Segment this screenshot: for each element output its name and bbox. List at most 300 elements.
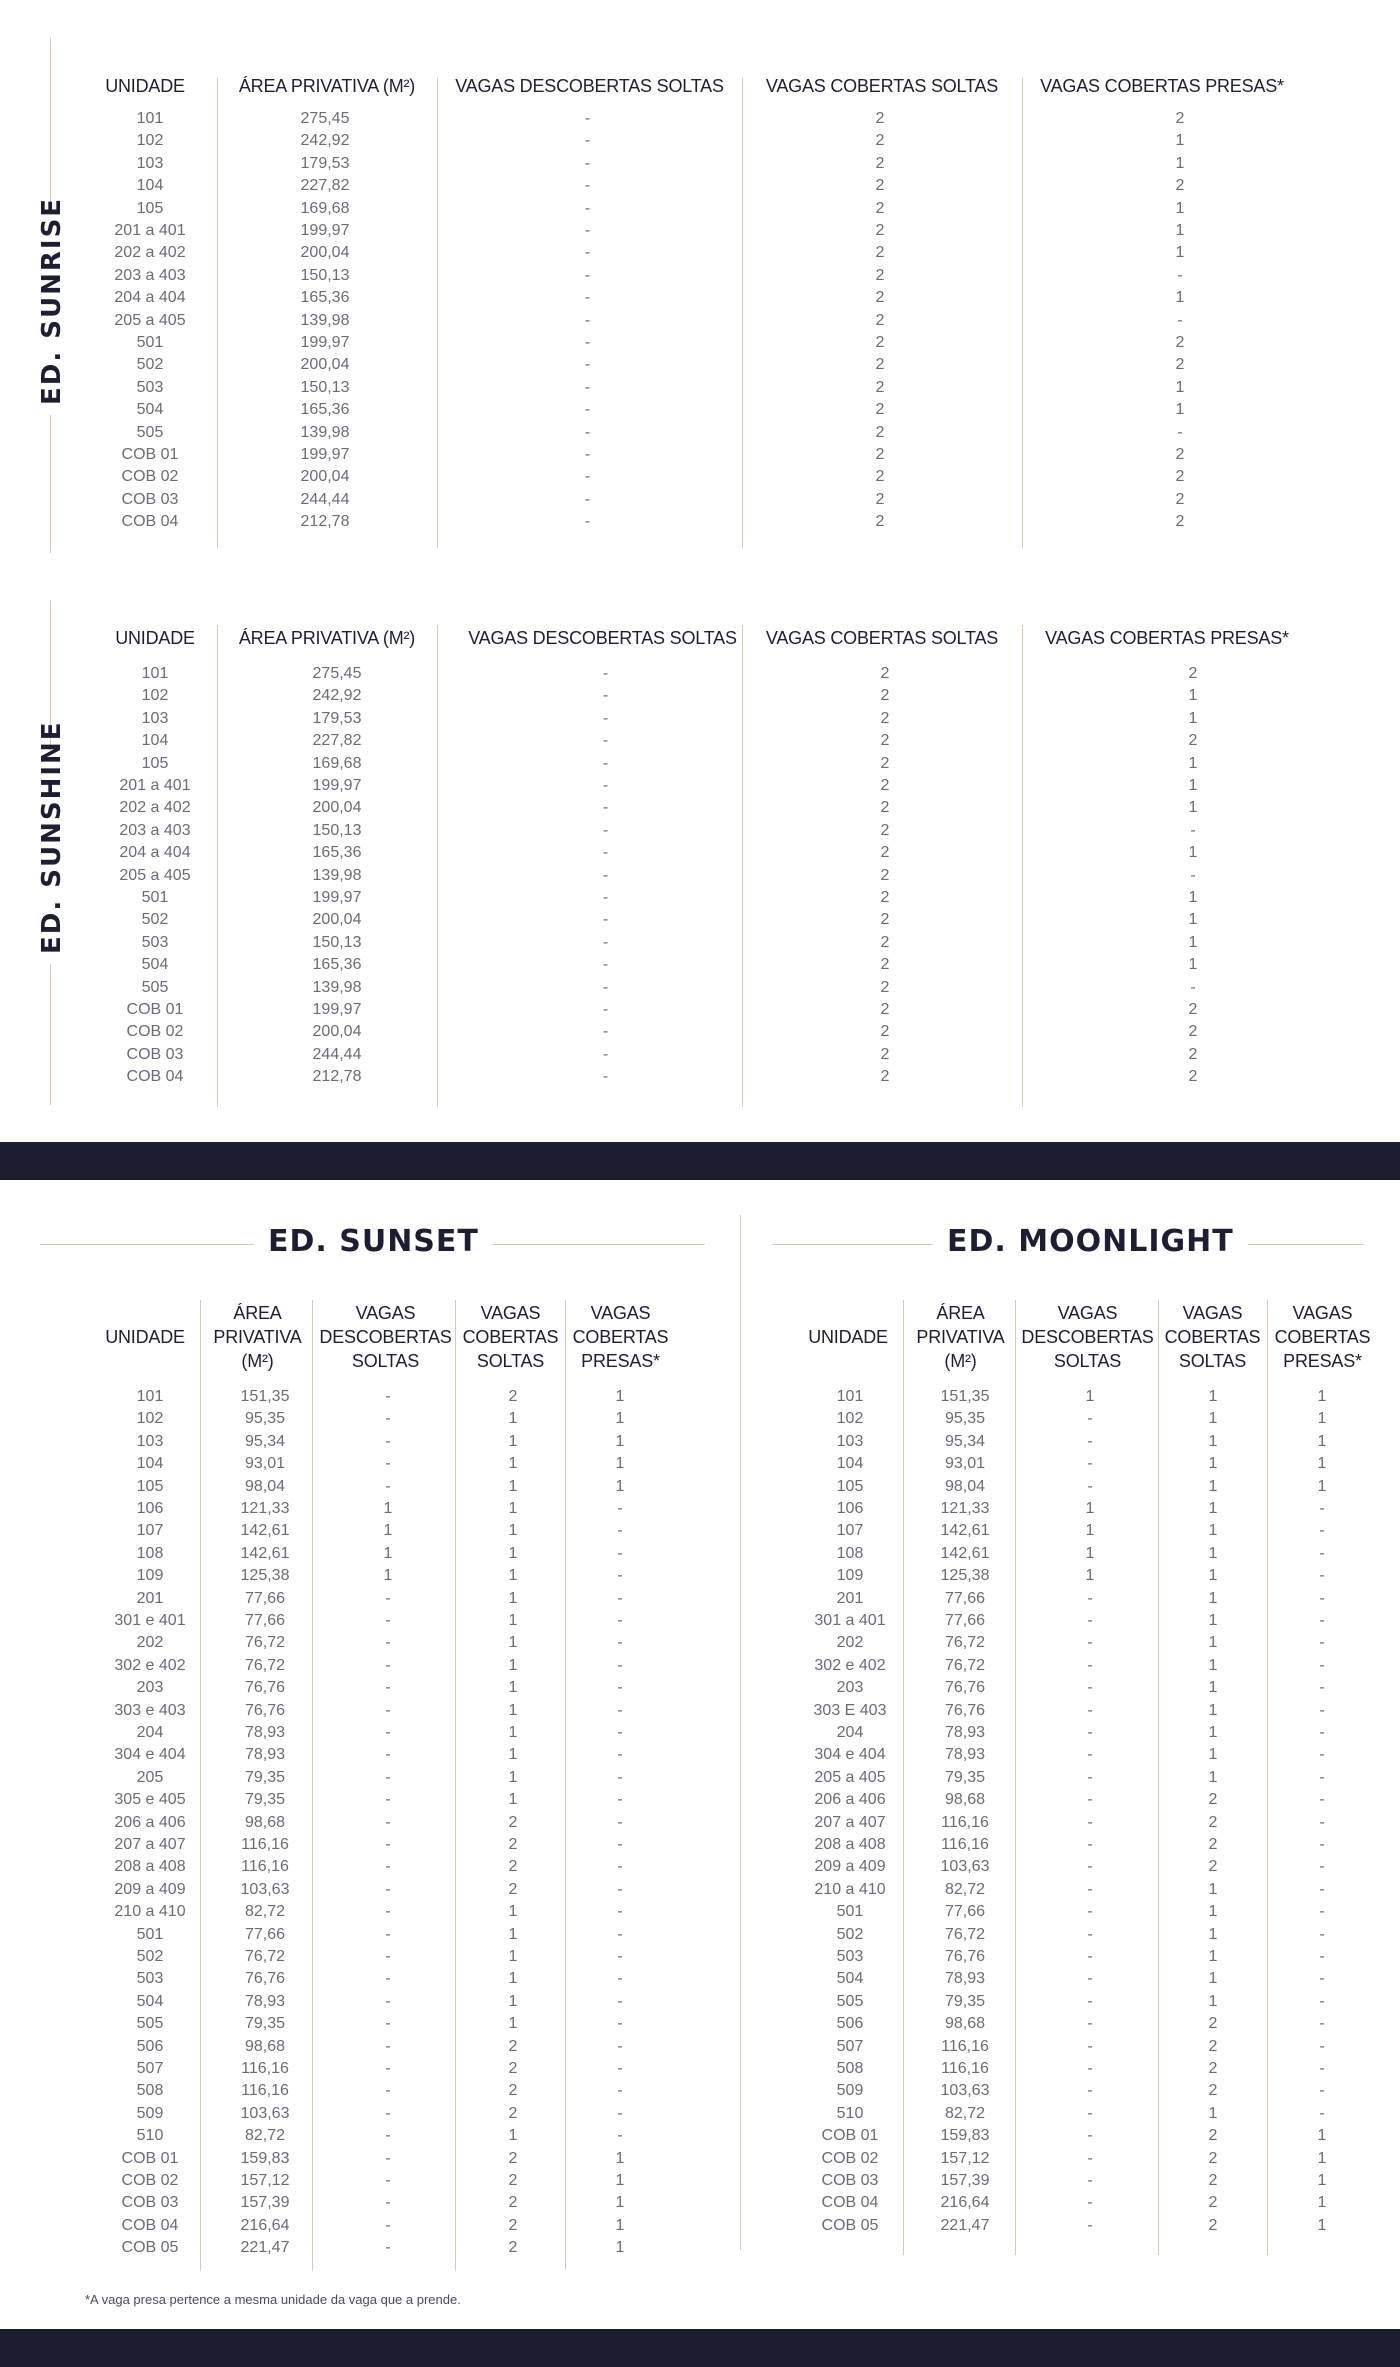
cell-area: 82,72 — [944, 2104, 986, 2122]
cell-cobertas-presas: - — [617, 1813, 623, 1831]
cell-cobertas-presas: 1 — [1175, 401, 1185, 419]
cell-area: 79,35 — [244, 1768, 286, 1786]
cell-cobertas-presas: - — [1319, 1791, 1325, 1809]
cell-area: 125,38 — [940, 1567, 990, 1585]
cell-area: 79,35 — [944, 1768, 986, 1786]
cell-area: 200,04 — [312, 1023, 362, 1041]
cell-cobertas-soltas: 1 — [508, 1768, 518, 1786]
cell-cobertas-soltas: 1 — [1208, 1992, 1218, 2010]
cell-descobertas: - — [1087, 1432, 1093, 1450]
cell-area: 199,97 — [300, 446, 350, 463]
cell-cobertas-presas: - — [617, 1567, 623, 1585]
header-vagas-cobertas-soltas: VAGAS COBERTAS SOLTAS — [1164, 1303, 1261, 1371]
cell-unidade: 502 — [136, 1948, 164, 1965]
cell-descobertas: - — [602, 1023, 609, 1041]
cell-cobertas-soltas: 1 — [508, 1500, 518, 1517]
cell-cobertas-presas: - — [617, 1791, 623, 1809]
cell-cobertas-soltas: 2 — [508, 1880, 518, 1898]
cell-cobertas-presas: 2 — [1188, 1068, 1198, 1086]
cell-descobertas: - — [385, 1880, 391, 1898]
cell-cobertas-presas: - — [1319, 2060, 1325, 2077]
cell-area: 77,66 — [244, 1612, 286, 1629]
cell-unidade: 107 — [836, 1522, 864, 1540]
cell-cobertas-presas: 1 — [1317, 1388, 1327, 1405]
navy-footer-band — [0, 2329, 1400, 2367]
cell-cobertas-soltas: 2 — [880, 866, 890, 884]
cell-cobertas-presas: - — [1319, 1612, 1325, 1629]
cell-descobertas: 1 — [383, 1544, 393, 1562]
cell-cobertas-presas: 1 — [1188, 777, 1198, 794]
cell-area: 242,92 — [300, 132, 350, 150]
cell-cobertas-presas: - — [617, 1589, 623, 1607]
header-area: ÁREA PRIVATIVA (M²) — [213, 1303, 302, 1371]
cell-unidade: 102 — [136, 132, 164, 150]
cell-descobertas: - — [385, 1410, 391, 1428]
cell-unidade: 508 — [836, 2060, 864, 2077]
cell-cobertas-soltas: 1 — [1208, 1567, 1218, 1585]
cell-cobertas-soltas: 2 — [508, 1836, 518, 1853]
cell-cobertas-presas: - — [617, 1724, 623, 1741]
cell-area: 95,35 — [944, 1410, 986, 1428]
cell-unidade: 503 — [141, 933, 169, 951]
cell-area: 76,76 — [244, 1701, 286, 1719]
cell-area: 139,98 — [300, 311, 350, 329]
cell-unidade: 504 — [141, 956, 169, 974]
cell-unidade: COB 05 — [821, 2216, 879, 2234]
cell-cobertas-soltas: 1 — [508, 1544, 518, 1562]
cell-area: 76,76 — [944, 1679, 986, 1697]
cell-unidade: 305 e 405 — [114, 1791, 186, 1809]
cell-cobertas-soltas: 2 — [880, 777, 890, 794]
cell-cobertas-presas: - — [617, 1880, 623, 1898]
cell-cobertas-presas: - — [1319, 1567, 1325, 1585]
cell-cobertas-soltas: 1 — [1208, 1679, 1218, 1697]
cell-area: 79,35 — [244, 2015, 286, 2033]
cell-cobertas-soltas: 1 — [1208, 1589, 1218, 1607]
cell-descobertas: - — [385, 1589, 391, 1607]
cell-unidade: 102 — [836, 1410, 864, 1428]
cell-cobertas-presas: 1 — [1188, 754, 1198, 772]
cell-cobertas-soltas: 2 — [880, 709, 890, 727]
cell-unidade: 510 — [836, 2104, 864, 2122]
cell-unidade: 201 a 401 — [114, 222, 186, 239]
cell-cobertas-soltas: 1 — [508, 1746, 518, 1764]
cell-area: 179,53 — [312, 709, 362, 727]
cell-unidade: 106 — [836, 1500, 864, 1517]
cell-cobertas-presas: 1 — [615, 2194, 625, 2212]
cell-area: 103,63 — [940, 2082, 990, 2100]
cell-area: 98,68 — [944, 1791, 986, 1809]
cell-cobertas-soltas: 2 — [1208, 2149, 1218, 2167]
cell-area: 95,35 — [244, 1410, 286, 1428]
cell-cobertas-presas: - — [1319, 1656, 1325, 1674]
cell-cobertas-presas: - — [1177, 311, 1183, 329]
cell-cobertas-soltas: 1 — [1208, 1612, 1218, 1629]
cell-cobertas-presas: 1 — [1175, 199, 1185, 217]
cell-area: 150,13 — [300, 266, 350, 284]
cell-cobertas-presas: 1 — [1317, 2127, 1327, 2145]
cell-area: 244,44 — [300, 490, 350, 508]
moonlight-title: ED. MOONLIGHT — [933, 1224, 1248, 1259]
cell-cobertas-presas: 1 — [1317, 2149, 1327, 2167]
col-divider — [437, 625, 438, 1107]
cell-unidade: 107 — [136, 1522, 164, 1540]
cell-cobertas-presas: - — [1319, 1679, 1325, 1697]
cell-cobertas-soltas: 1 — [508, 1656, 518, 1674]
cell-descobertas: - — [602, 821, 609, 839]
cell-unidade: COB 04 — [121, 513, 179, 531]
cell-area: 121,33 — [240, 1500, 290, 1517]
cell-unidade: COB 05 — [121, 2239, 179, 2257]
cell-cobertas-presas: - — [1319, 1970, 1325, 1988]
cell-descobertas: - — [385, 2082, 391, 2100]
cell-cobertas-soltas: 2 — [880, 1045, 890, 1063]
cell-cobertas-soltas: 2 — [1208, 2216, 1218, 2234]
cell-descobertas: - — [584, 356, 591, 374]
cell-cobertas-presas: - — [1319, 1925, 1325, 1943]
cell-descobertas: - — [1087, 1634, 1093, 1652]
cell-cobertas-presas: 1 — [615, 2239, 625, 2257]
cell-descobertas: - — [584, 468, 591, 486]
center-divider — [740, 1215, 741, 2250]
cell-area: 77,66 — [944, 1903, 986, 1921]
cell-cobertas-soltas: 2 — [508, 2172, 518, 2189]
cell-unidade: 101 — [836, 1388, 864, 1405]
cell-cobertas-presas: 1 — [615, 1410, 625, 1428]
cell-descobertas: - — [584, 311, 591, 329]
cell-cobertas-presas: - — [1319, 1746, 1325, 1764]
col-divider — [1022, 78, 1023, 548]
cell-area: 165,36 — [300, 289, 350, 307]
cell-unidade: 101 — [136, 1388, 164, 1405]
cell-descobertas: - — [1087, 1656, 1093, 1674]
cell-cobertas-soltas: 2 — [508, 1858, 518, 1876]
cell-descobertas: 1 — [1085, 1522, 1095, 1540]
cell-area: 142,61 — [240, 1522, 290, 1540]
cell-cobertas-presas: 2 — [1175, 177, 1185, 195]
cell-cobertas-presas: 1 — [1175, 289, 1185, 307]
cell-unidade: COB 02 — [126, 1023, 184, 1041]
cell-descobertas: - — [385, 2194, 391, 2212]
cell-cobertas-soltas: 2 — [880, 844, 890, 862]
cell-area: 169,68 — [300, 199, 350, 217]
cell-cobertas-presas: 1 — [1317, 2216, 1327, 2234]
header-vagas-cobertas-soltas: VAGAS COBERTAS SOLTAS — [765, 628, 999, 648]
cell-cobertas-presas: - — [617, 1701, 623, 1719]
cell-unidade: 505 — [136, 423, 164, 441]
cell-descobertas: - — [385, 1455, 391, 1473]
cell-cobertas-soltas: 2 — [1208, 2037, 1218, 2055]
cell-descobertas: - — [1087, 1455, 1093, 1473]
cell-cobertas-soltas: 2 — [880, 687, 890, 705]
cell-area: 227,82 — [312, 732, 362, 750]
cell-cobertas-presas: 1 — [1175, 378, 1185, 396]
cell-unidade: 105 — [836, 1477, 864, 1495]
cell-cobertas-soltas: 2 — [875, 177, 885, 195]
cell-cobertas-presas: 1 — [1188, 799, 1198, 817]
cell-cobertas-presas: 1 — [1188, 889, 1198, 906]
cell-descobertas: - — [602, 732, 609, 750]
cell-cobertas-soltas: 2 — [875, 311, 885, 329]
cell-unidade: 508 — [136, 2082, 164, 2100]
cell-cobertas-presas: - — [1177, 266, 1183, 284]
cell-unidade: 208 a 408 — [814, 1836, 886, 1853]
cell-cobertas-soltas: 1 — [508, 1522, 518, 1540]
cell-cobertas-soltas: 2 — [875, 132, 885, 150]
cell-cobertas-presas: 1 — [1188, 687, 1198, 705]
col-divider — [742, 625, 743, 1107]
col-divider — [1022, 625, 1023, 1107]
header-vagas-cobertas-soltas: VAGAS COBERTAS SOLTAS — [462, 1303, 559, 1371]
cell-cobertas-soltas: 2 — [1208, 1813, 1218, 1831]
cell-area: 139,98 — [300, 423, 350, 441]
cell-cobertas-soltas: 1 — [508, 1679, 518, 1697]
cell-unidade: 505 — [141, 978, 169, 996]
cell-cobertas-soltas: 2 — [508, 2104, 518, 2122]
header-vagas-cobertas-presas: VAGAS COBERTAS PRESAS* — [572, 1303, 669, 1371]
cell-descobertas: - — [385, 2015, 391, 2033]
cell-unidade: 203 a 403 — [114, 266, 186, 284]
cell-descobertas: - — [385, 1432, 391, 1450]
cell-cobertas-presas: - — [1319, 2104, 1325, 2122]
header-vagas-descobertas: VAGAS DESCOBERTAS SOLTAS — [468, 628, 737, 648]
cell-area: 103,63 — [240, 1880, 290, 1898]
cell-unidade: 304 e 404 — [814, 1746, 886, 1764]
cell-descobertas: - — [584, 490, 591, 508]
cell-area: 199,97 — [312, 777, 362, 794]
cell-area: 95,34 — [944, 1432, 986, 1450]
cell-unidade: 104 — [136, 177, 164, 195]
cell-unidade: 103 — [136, 154, 164, 172]
cell-descobertas: - — [584, 266, 591, 284]
cell-cobertas-presas: - — [617, 2104, 623, 2122]
cell-descobertas: - — [385, 2239, 391, 2257]
header-unidade: UNIDADE — [115, 628, 195, 648]
sunshine-title: ED. SUNSHINE — [37, 754, 67, 964]
cell-cobertas-presas: - — [1319, 2015, 1325, 2033]
cell-area: 76,76 — [944, 1701, 986, 1719]
cell-cobertas-soltas: 2 — [1208, 1836, 1218, 1853]
cell-cobertas-soltas: 1 — [508, 2127, 518, 2145]
cell-descobertas: - — [602, 933, 609, 951]
cell-area: 151,35 — [240, 1388, 290, 1405]
cell-cobertas-soltas: 1 — [1208, 1903, 1218, 1921]
cell-area: 121,33 — [940, 1500, 990, 1517]
cell-area: 157,12 — [940, 2149, 990, 2167]
cell-cobertas-soltas: 1 — [1208, 1880, 1218, 1898]
cell-area: 78,93 — [944, 1724, 986, 1741]
cell-cobertas-soltas: 1 — [508, 1432, 518, 1450]
cell-cobertas-soltas: 1 — [508, 1634, 518, 1652]
cell-unidade: 210 a 410 — [114, 1903, 186, 1921]
cell-descobertas: - — [602, 799, 609, 817]
cell-descobertas: - — [602, 665, 609, 682]
cell-area: 116,16 — [941, 1813, 989, 1831]
cell-area: 77,66 — [244, 1925, 286, 1943]
cell-unidade: 504 — [136, 1992, 164, 2010]
cell-unidade: 202 — [836, 1634, 864, 1652]
cell-unidade: 203 — [836, 1679, 864, 1697]
cell-area: 227,82 — [300, 177, 350, 195]
cell-unidade: 104 — [836, 1455, 864, 1473]
cell-cobertas-soltas: 2 — [880, 799, 890, 817]
cell-cobertas-soltas: 2 — [875, 468, 885, 486]
cell-cobertas-soltas: 1 — [508, 1567, 518, 1585]
cell-cobertas-soltas: 1 — [1208, 1522, 1218, 1540]
cell-cobertas-presas: - — [617, 1836, 623, 1853]
cell-area: 142,61 — [240, 1544, 290, 1562]
cell-unidade: 204 a 404 — [114, 289, 186, 307]
cell-unidade: 502 — [136, 356, 164, 374]
cell-descobertas: - — [385, 1656, 391, 1674]
cell-unidade: 506 — [836, 2015, 864, 2033]
cell-cobertas-presas: - — [617, 1768, 623, 1786]
cell-unidade: COB 01 — [121, 2149, 179, 2167]
cell-unidade: 303 e 403 — [114, 1701, 186, 1719]
cell-area: 79,35 — [244, 1791, 286, 1809]
cell-unidade: 503 — [136, 1970, 164, 1988]
cell-area: 116,16 — [241, 2082, 289, 2100]
cell-descobertas: - — [1087, 1768, 1093, 1786]
cell-descobertas: - — [1087, 1724, 1093, 1741]
cell-cobertas-soltas: 1 — [508, 1701, 518, 1719]
cell-area: 82,72 — [244, 2127, 286, 2145]
cell-unidade: 210 a 410 — [814, 1880, 886, 1898]
cell-cobertas-presas: 1 — [1175, 132, 1185, 150]
cell-cobertas-soltas: 2 — [508, 2239, 518, 2257]
cell-descobertas: - — [1087, 1948, 1093, 1965]
cell-descobertas: - — [385, 2149, 391, 2167]
cell-cobertas-soltas: 2 — [880, 1001, 890, 1018]
cell-unidade: 103 — [136, 1432, 164, 1450]
cell-cobertas-soltas: 1 — [1208, 1455, 1218, 1473]
cell-unidade: 207 a 407 — [114, 1836, 186, 1853]
cell-descobertas: 1 — [1085, 1544, 1095, 1562]
cell-descobertas: - — [584, 423, 591, 441]
cell-cobertas-presas: - — [1319, 1858, 1325, 1876]
sunset-title: ED. SUNSET — [254, 1224, 493, 1259]
cell-area: 95,34 — [244, 1432, 286, 1450]
cell-cobertas-presas: - — [1319, 1589, 1325, 1607]
cell-descobertas: - — [1087, 2015, 1093, 2033]
cell-cobertas-soltas: 2 — [880, 732, 890, 750]
cell-cobertas-soltas: 2 — [875, 356, 885, 374]
cell-cobertas-presas: - — [1319, 1724, 1325, 1741]
cell-area: 199,97 — [300, 334, 350, 351]
cell-area: 116,16 — [241, 2060, 289, 2077]
cell-unidade: 201 — [136, 1589, 164, 1607]
cell-descobertas: - — [602, 1045, 609, 1063]
cell-cobertas-soltas: 1 — [1208, 1925, 1218, 1943]
cell-descobertas: - — [1087, 2149, 1093, 2167]
cell-descobertas: - — [1087, 1925, 1093, 1943]
cell-area: 212,78 — [312, 1068, 362, 1086]
cell-cobertas-presas: 1 — [1175, 222, 1185, 239]
cell-unidade: 501 — [836, 1903, 864, 1921]
cell-area: 116,16 — [941, 2060, 989, 2077]
cell-unidade: 509 — [836, 2082, 864, 2100]
cell-cobertas-presas: - — [1190, 978, 1196, 996]
cell-unidade: 203 — [136, 1679, 164, 1697]
cell-unidade: 507 — [136, 2060, 164, 2077]
cell-descobertas: - — [1087, 1701, 1093, 1719]
cell-unidade: 205 a 405 — [814, 1768, 886, 1786]
cell-unidade: 101 — [136, 110, 164, 127]
cell-unidade: 206 a 406 — [814, 1791, 886, 1809]
header-vagas-cobertas-soltas: VAGAS COBERTAS SOLTAS — [765, 76, 999, 96]
cell-cobertas-soltas: 2 — [875, 446, 885, 463]
cell-unidade: 103 — [141, 709, 169, 727]
cell-descobertas: - — [385, 2172, 391, 2189]
cell-unidade: COB 01 — [126, 1001, 184, 1018]
cell-descobertas: - — [1087, 2127, 1093, 2145]
sunrise-title: ED. SUNRISE — [37, 215, 67, 415]
cell-cobertas-presas: - — [617, 1903, 623, 1921]
cell-area: 200,04 — [300, 468, 350, 486]
cell-unidade: COB 04 — [121, 2216, 179, 2234]
cell-area: 157,39 — [240, 2194, 290, 2212]
cell-area: 221,47 — [240, 2239, 290, 2257]
cell-descobertas: - — [385, 1925, 391, 1943]
cell-cobertas-presas: 1 — [1175, 154, 1185, 172]
cell-cobertas-soltas: 2 — [875, 154, 885, 172]
cell-unidade: COB 04 — [821, 2194, 879, 2212]
cell-cobertas-soltas: 2 — [875, 266, 885, 284]
cell-unidade: COB 02 — [121, 2172, 179, 2189]
cell-area: 165,36 — [300, 401, 350, 419]
cell-unidade: COB 03 — [121, 2194, 179, 2212]
cell-cobertas-soltas: 1 — [508, 1612, 518, 1629]
cell-unidade: 105 — [136, 199, 164, 217]
cell-unidade: 502 — [141, 911, 169, 929]
cell-cobertas-presas: 2 — [1188, 665, 1198, 682]
cell-area: 169,68 — [312, 754, 362, 772]
cell-cobertas-presas: 1 — [615, 2216, 625, 2234]
cell-area: 139,98 — [312, 866, 362, 884]
cell-descobertas: - — [1087, 1858, 1093, 1876]
cell-unidade: 206 a 406 — [114, 1813, 186, 1831]
cell-unidade: 108 — [836, 1544, 864, 1562]
cell-cobertas-soltas: 1 — [1208, 1746, 1218, 1764]
cell-cobertas-presas: - — [1319, 1992, 1325, 2010]
cell-descobertas: - — [584, 132, 591, 150]
cell-area: 116,16 — [941, 2037, 989, 2055]
cell-area: 150,13 — [300, 378, 350, 396]
cell-cobertas-soltas: 1 — [508, 1477, 518, 1495]
cell-unidade: 204 a 404 — [119, 844, 191, 862]
cell-cobertas-presas: - — [617, 1970, 623, 1988]
cell-unidade: 104 — [141, 732, 169, 750]
cell-area: 199,97 — [300, 222, 350, 239]
cell-area: 78,93 — [244, 1724, 286, 1741]
cell-area: 76,72 — [244, 1948, 286, 1965]
cell-cobertas-soltas: 2 — [875, 199, 885, 217]
cell-cobertas-presas: 1 — [1317, 1455, 1327, 1473]
cell-descobertas: - — [1087, 1410, 1093, 1428]
cell-descobertas: - — [584, 334, 591, 351]
cell-area: 165,36 — [312, 844, 362, 862]
cell-descobertas: - — [602, 889, 609, 906]
cell-cobertas-soltas: 2 — [880, 933, 890, 951]
cell-area: 179,53 — [300, 154, 350, 172]
cell-cobertas-soltas: 2 — [875, 423, 885, 441]
cell-cobertas-soltas: 2 — [508, 1813, 518, 1831]
cell-cobertas-presas: 1 — [1175, 244, 1185, 262]
cell-cobertas-soltas: 2 — [1208, 2060, 1218, 2077]
cell-area: 93,01 — [944, 1455, 986, 1473]
cell-cobertas-soltas: 1 — [508, 1410, 518, 1428]
cell-cobertas-presas: - — [617, 1544, 623, 1562]
